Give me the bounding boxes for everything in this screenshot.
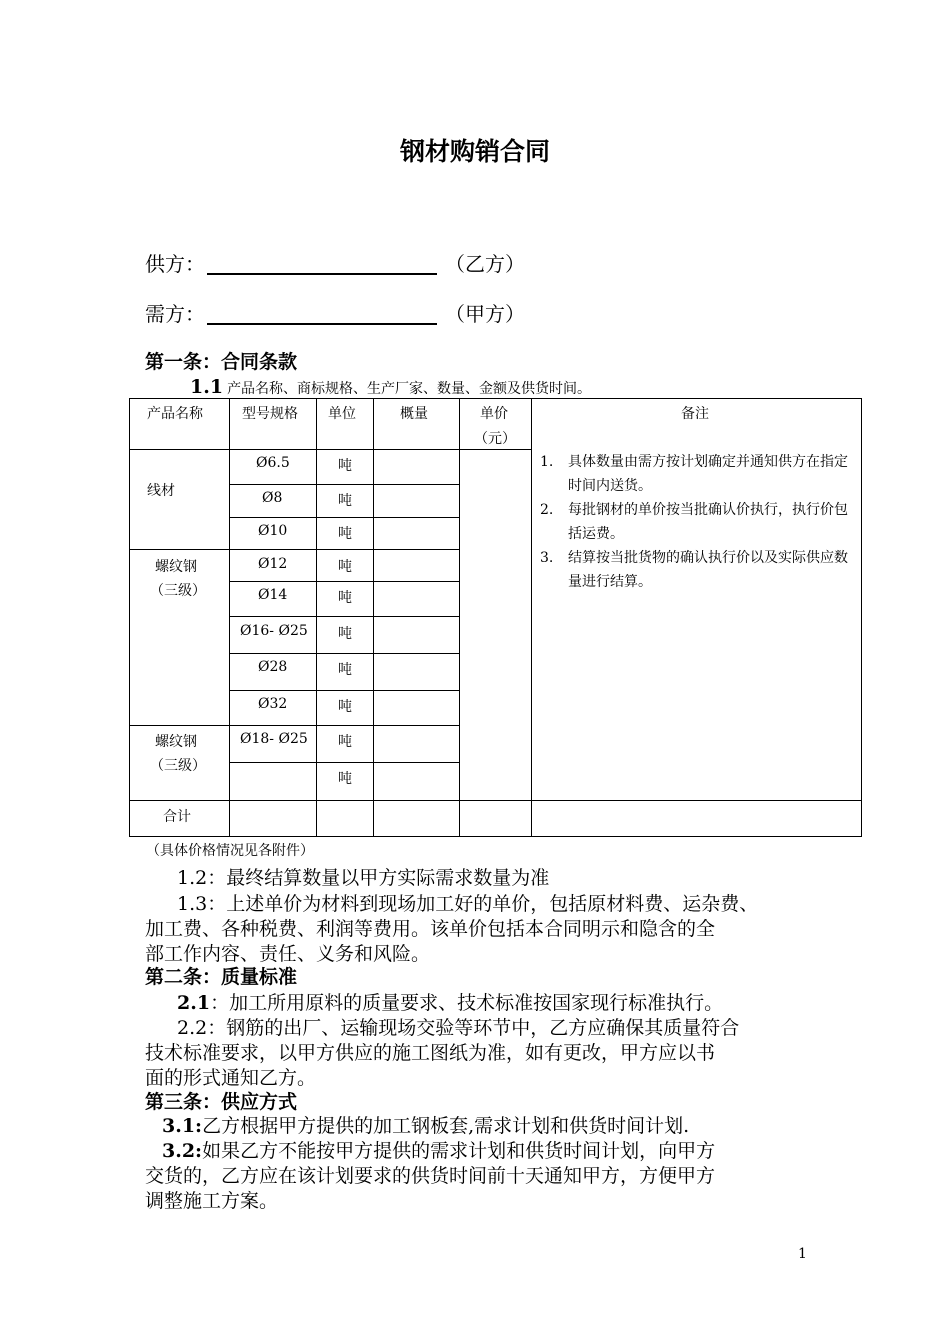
total-label: 合计	[163, 809, 191, 825]
group-name-wire-rod: 线材	[147, 483, 175, 499]
row-unit: 吨	[338, 590, 352, 606]
row-spec: Ø18- Ø25	[240, 731, 308, 747]
clause-3-2-line3: 调整施工方案。	[145, 1190, 279, 1212]
header-unit-price-currency: （元）	[474, 431, 516, 447]
supplier-role: （乙方）	[445, 252, 525, 276]
clause-1-3-line1: 1.3：上述单价为材料到现场加工好的单价，包括原材料费、运杂费、	[177, 893, 759, 915]
remarks-list	[540, 450, 855, 594]
row-spec: Ø10	[258, 523, 288, 539]
clause-1-3-line2: 加工费、各种税费、利润等费用。该单价包括本合同明示和隐含的全	[145, 918, 716, 940]
buyer-label: 需方：	[145, 302, 205, 326]
article1-subclause	[190, 376, 591, 398]
row-unit: 吨	[338, 559, 352, 575]
clause-3-2-line1: 3.2:如果乙方不能按甲方提供的需求计划和供货时间计划，向甲方	[162, 1140, 716, 1162]
row-spec: Ø8	[262, 490, 283, 506]
row-spec: Ø6.5	[256, 455, 290, 471]
clause-3-1: 3.1:乙方根据甲方提供的加工钢板套,需求计划和供货时间计划.	[162, 1115, 690, 1137]
subclause-text: 产品名称、商标规格、生产厂家、数量、金额及供货时间。	[227, 381, 592, 397]
supplier-blank[interactable]	[207, 253, 437, 275]
header-remarks: 备注	[681, 406, 709, 422]
page-number: 1	[798, 1246, 807, 1262]
remarks-item: 2. 每批钢材的单价按当批确认价执行，执行价包括运费。	[540, 502, 848, 542]
header-spec: 型号规格	[242, 406, 298, 422]
remarks-item: 1. 具体数量由需方按计划确定并通知供方在指定时间内送货。	[540, 454, 848, 494]
buyer-line	[145, 298, 525, 327]
row-spec: Ø12	[258, 556, 288, 572]
group-name-rebar: 螺纹钢	[155, 559, 197, 575]
row-spec: Ø32	[258, 696, 288, 712]
row-unit: 吨	[338, 526, 352, 542]
clause-2-2-line2: 技术标准要求，以甲方供应的施工图纸为准，如有更改，甲方应以书	[145, 1042, 716, 1064]
clause-3-2-line2: 交货的，乙方应在该计划要求的供货时间前十天通知甲方，方便甲方	[145, 1165, 716, 1187]
document-title: 钢材购销合同	[399, 137, 550, 166]
clause-2-1: 2.1：加工所用原料的质量要求、技术标准按国家现行标准执行。	[177, 992, 724, 1014]
supplier-label: 供方：	[145, 252, 205, 276]
row-spec: Ø16- Ø25	[240, 623, 308, 639]
table-note: （具体价格情况见各附件）	[146, 843, 314, 859]
row-unit: 吨	[338, 734, 352, 750]
clause-2-2-line1: 2.2：钢筋的出厂、运输现场交验等环节中，乙方应确保其质量符合	[177, 1017, 740, 1039]
group-grade-rebar-2: （三级）	[150, 758, 206, 774]
clause-1-3-line3: 部工作内容、责任、义务和风险。	[145, 943, 431, 965]
supplier-line	[145, 248, 525, 277]
article2-heading: 第二条：质量标准	[145, 966, 298, 988]
row-spec: Ø14	[258, 587, 288, 603]
article1-heading: 第一条：合同条款	[145, 351, 298, 373]
row-unit: 吨	[338, 699, 352, 715]
row-spec: Ø28	[258, 659, 288, 675]
group-grade-rebar: （三级）	[150, 583, 206, 599]
header-product-name: 产品名称	[147, 406, 203, 422]
row-unit: 吨	[338, 771, 352, 787]
group-name-rebar-2: 螺纹钢	[155, 734, 197, 750]
header-quantity: 概量	[400, 406, 428, 422]
subclause-number: 1.1	[190, 376, 224, 398]
row-unit: 吨	[338, 458, 352, 474]
header-unit: 单位	[328, 406, 356, 422]
clause-1-2: 1.2：最终结算数量以甲方实际需求数量为准	[177, 867, 550, 889]
clause-2-2-line3: 面的形式通知乙方。	[145, 1067, 317, 1089]
row-unit: 吨	[338, 662, 352, 678]
article3-heading: 第三条：供应方式	[145, 1091, 298, 1113]
buyer-blank[interactable]	[207, 303, 437, 325]
remarks-item: 3. 结算按当批货物的确认执行价以及实际供应数量进行结算。	[540, 550, 848, 590]
buyer-role: （甲方）	[445, 302, 525, 326]
header-unit-price: 单价	[480, 406, 508, 422]
row-unit: 吨	[338, 626, 352, 642]
row-unit: 吨	[338, 493, 352, 509]
